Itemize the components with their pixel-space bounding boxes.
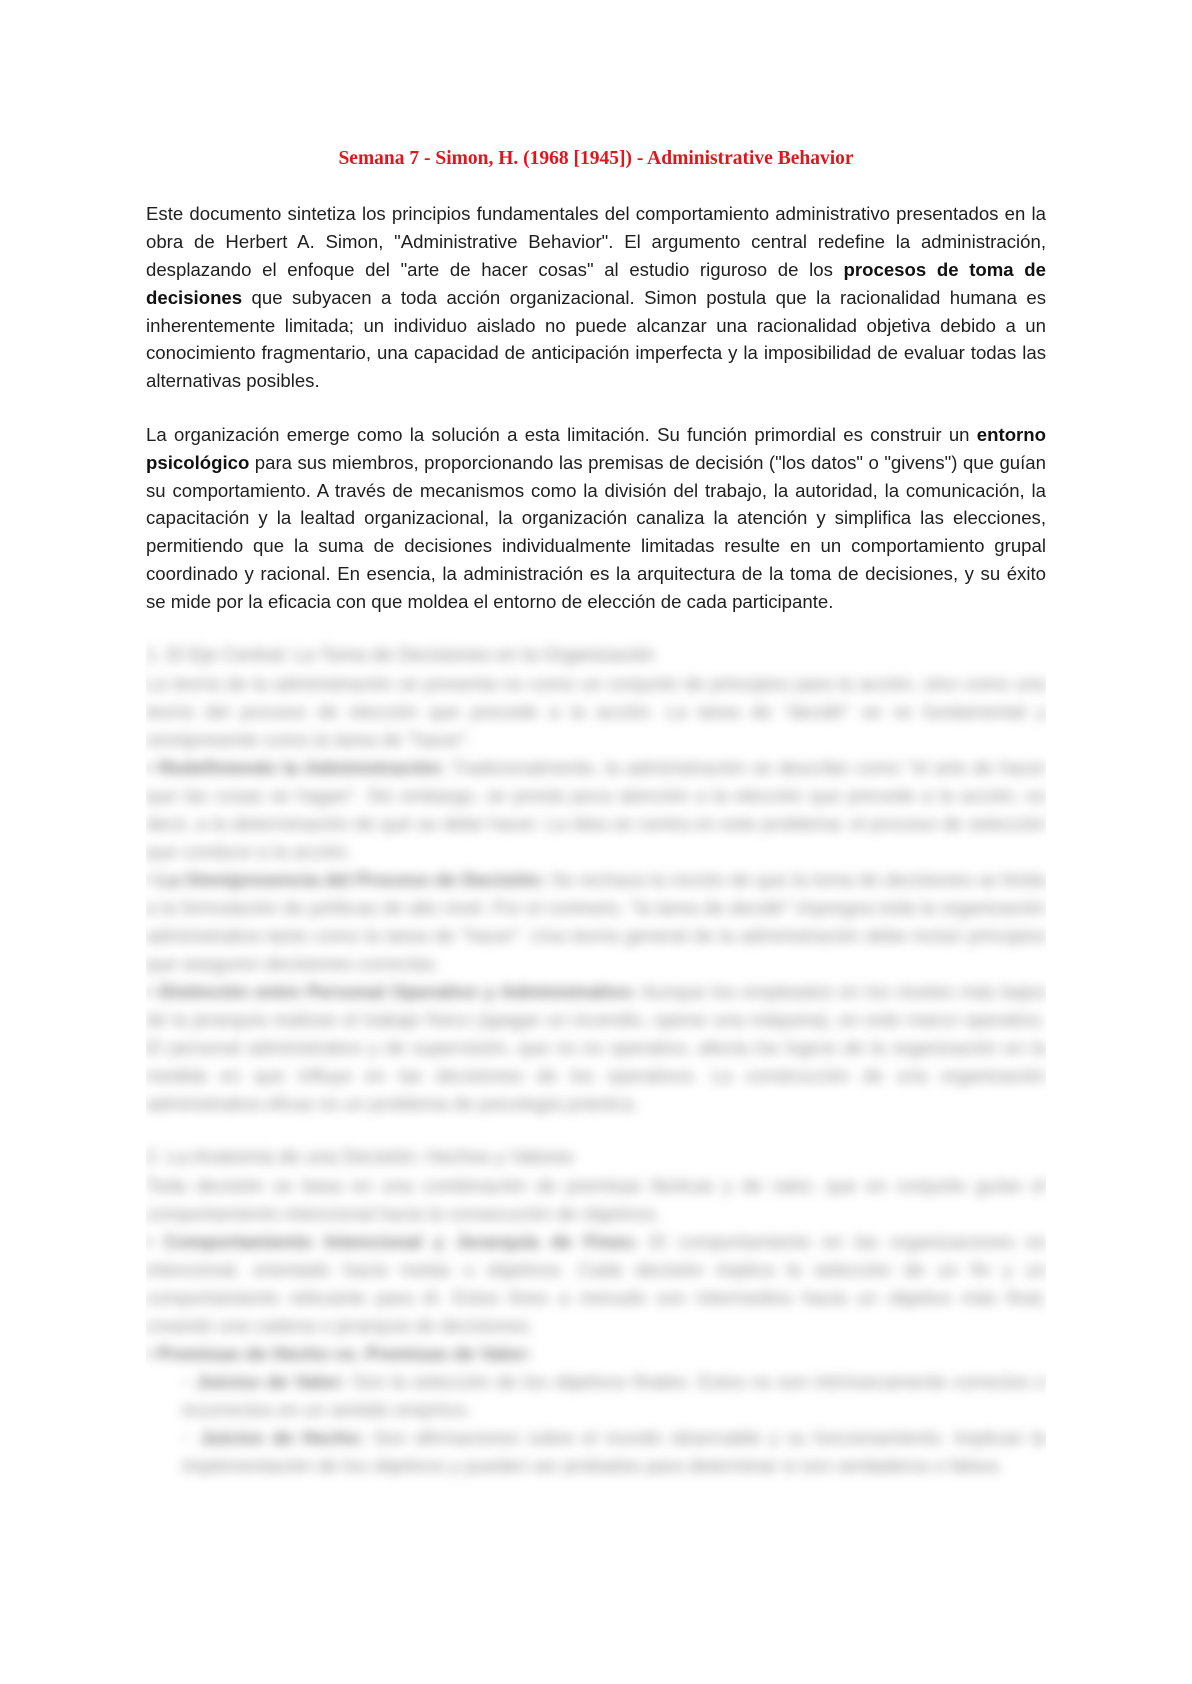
section-2-heading: 2. La Anatomía de una Decisión: Hechos y Valores — [146, 1146, 574, 1168]
paragraph-2-bold-term: entorno psicológico — [146, 423, 1046, 473]
section-2-item-text: El comportamiento en las organizaciones es intencional, orientado hacia metas u objetivos. Cada decisión implica la selección de un fin y un comportamiento relevante para él. Estos fines a menudo son intermedios hacia un objetivo más final, creando una cadena o jerarquía de decisiones. — [146, 1230, 1046, 1336]
section-1-item — [146, 754, 1046, 866]
paragraph-1-text-a: Este documento sintetiza los principios fundamentales del comportamiento administrativo presentados en la obra de Herbert A. Simon, "Administrative Behavior". El argumento central redefine la administración, desplazando el enfoque del "arte de hacer cosas" al estudio riguroso de los — [146, 203, 1046, 280]
section-2-intro: Toda decisión se basa en una combinación de premisas fácticas y de valor, que en conjunto guían el comportamiento intencional hacia la consecución de objetivos. — [146, 1174, 1046, 1224]
section-1-item-text: Se rechaza la noción de que la toma de decisiones se limita a la formulación de políticas de alto nivel. Por el contrario, "la tarea de decidir" impregna toda la organización administrativa tanto como la tarea de "hacer". Una teoría general de la administración debe incluir principios que aseguren decisiones correctas. — [146, 868, 1046, 974]
paragraph-2-text-a: La organización emerge como la solución a esta limitación. Su función primordial es construir un — [146, 423, 977, 445]
section-1-item-label: • La Omnipresencia del Proceso de Decisión: — [146, 868, 546, 890]
section-2-sub-item — [146, 1424, 1046, 1480]
intro-paragraph-1 — [146, 200, 1046, 395]
section-2-sub-item-label: ◦ Juicios de Valor: — [182, 1370, 347, 1392]
section-1-item-text: Tradicionalmente, la administración se describe como "el arte de hacer que las cosas se hagan". Sin embargo, se presta poca atención a la elección que precede a la acción, es decir, a la determinación de qué se debe hacer. La idea se centra en este problema: el proceso de selección que conduce a la acción. — [146, 756, 1046, 862]
section-2-sub-item — [146, 1368, 1046, 1424]
section-1-item — [146, 978, 1046, 1118]
section-2-item — [146, 1228, 1046, 1340]
section-2-sub-item-text: Son afirmaciones sobre el mundo observable y su funcionamiento. Implican la implementación de los objetivos y pueden ser probados para determinar si son verdaderos o falsos. — [182, 1426, 1046, 1476]
paragraph-1-bold-term: procesos de toma de decisiones — [146, 258, 1046, 308]
section-1-item-label: • Distinción entre Personal Operativo y Administrativo: — [146, 980, 637, 1002]
section-1-item-text: Aunque los empleados en los niveles más bajos de la jerarquía realizan el trabajo físico (apagar un incendio, operar una máquina), en este marco operativo. El personal administrativo y de supervisión, que no es operativo, afecta los logros de la organización en la medida en que influye en las decisiones de los operativos. La construcción de una organización administrativa eficaz es un problema de psicología práctica. — [146, 980, 1046, 1114]
section-2-sub-item-label: ◦ Juicios de Hecho: — [182, 1426, 365, 1448]
section-2-sub-item-text: Son la selección de los objetivos finales. Estos no son intrínsecamente correctos o incorrectos en un sentido empírico. — [182, 1370, 1046, 1420]
section-divider-space — [146, 1118, 1046, 1144]
section-1-heading: 1. El Eje Central: La Toma de Decisiones en la Organización — [146, 644, 655, 666]
paragraph-1-text-b: que subyacen a toda acción organizacional. Simon postula que la racionalidad humana es inherentemente limitada; un individuo aislado no puede alcanzar una racionalidad objetiva debido a un conocimiento fragmentario, una capacidad de anticipación imperfecta y la imposibilidad de evaluar todas las alternativas posibles. — [146, 286, 1046, 392]
section-1 — [146, 642, 1046, 1118]
document-title: Semana 7 - Simon, H. (1968 [1945]) - Administrative Behavior — [338, 148, 854, 169]
blurred-preview-content — [146, 642, 1046, 1480]
section-2-item — [146, 1340, 1046, 1368]
section-2-item-label: • Comportamiento Intencional y Jerarquía de Fines: — [146, 1230, 639, 1252]
document-page — [146, 140, 1046, 1640]
paragraph-2-text-b: para sus miembros, proporcionando las premisas de decisión ("los datos" o "givens") que guían su comportamiento. A través de mecanismos como la división del trabajo, la autoridad, la comunicación, la capacitación y la lealtad organizacional, la organización canaliza la atención y simplifica las elecciones, permitiendo que la suma de decisiones individualmente limitadas resulte en un comportamiento grupal coordinado y racional. En esencia, la administración es la arquitectura de la toma de decisiones, y su éxito se mide por la eficacia con que moldea el entorno de elección de cada participante. — [146, 451, 1046, 612]
intro-paragraph-2 — [146, 421, 1046, 616]
section-2-item-label: • Premisas de Hecho vs. Premisas de Valor: — [146, 1342, 532, 1364]
section-1-intro: La teoría de la administración se presenta no como un conjunto de principios para la acción, sino como una teoría del proceso de elección que precede a la acción. La tarea de "decidir" se ve fundamental y omnipresente como la tarea de "hacer". — [146, 672, 1046, 750]
section-1-item-label: • Redefiniendo la Administración: — [146, 756, 446, 778]
section-2 — [146, 1144, 1046, 1480]
section-1-item — [146, 866, 1046, 978]
